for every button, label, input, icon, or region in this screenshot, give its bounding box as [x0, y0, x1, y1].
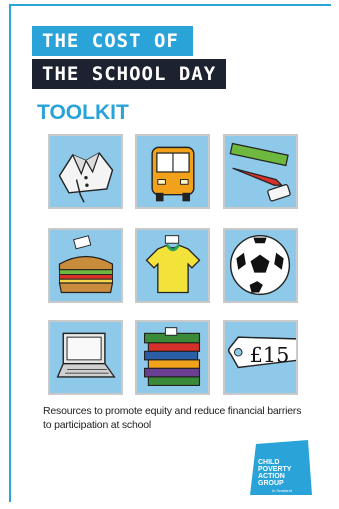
shirt-tile [48, 134, 123, 209]
sports-tshirt-icon [137, 230, 208, 301]
cover-caption: Resources to promote equity and reduce financial barriers to participation at school [43, 405, 302, 431]
school-bus-icon [137, 136, 208, 207]
logo-line-group: GROUP [258, 480, 284, 487]
pencil-eraser-icon [225, 136, 296, 207]
cpag-logo-subline: in Scotland [272, 488, 292, 493]
cpag-logo-text [258, 459, 291, 487]
sandwich-icon [50, 230, 121, 301]
pricetag-tile [223, 320, 298, 395]
laptop-icon [50, 322, 121, 393]
price-tag-text: £15 [249, 342, 290, 367]
logo-line-child: CHILD [258, 459, 280, 466]
title-line-1: THE COST OF [32, 26, 193, 56]
football-icon [225, 230, 296, 301]
football-tile [223, 228, 298, 303]
shirt-collar-icon [50, 136, 121, 207]
book-stack-icon [137, 322, 208, 393]
sandwich-tile [48, 228, 123, 303]
toolkit-heading: TOOLKIT [37, 101, 129, 124]
books-tile [135, 320, 210, 395]
stationery-tile [223, 134, 298, 209]
laptop-tile [48, 320, 123, 395]
tshirt-tile [135, 228, 210, 303]
title-line-2: THE SCHOOL DAY [32, 59, 226, 89]
logo-line-poverty: POVERTY [258, 466, 292, 473]
price-tag-icon [225, 322, 296, 393]
logo-line-action: ACTION [258, 473, 285, 480]
bus-tile [135, 134, 210, 209]
